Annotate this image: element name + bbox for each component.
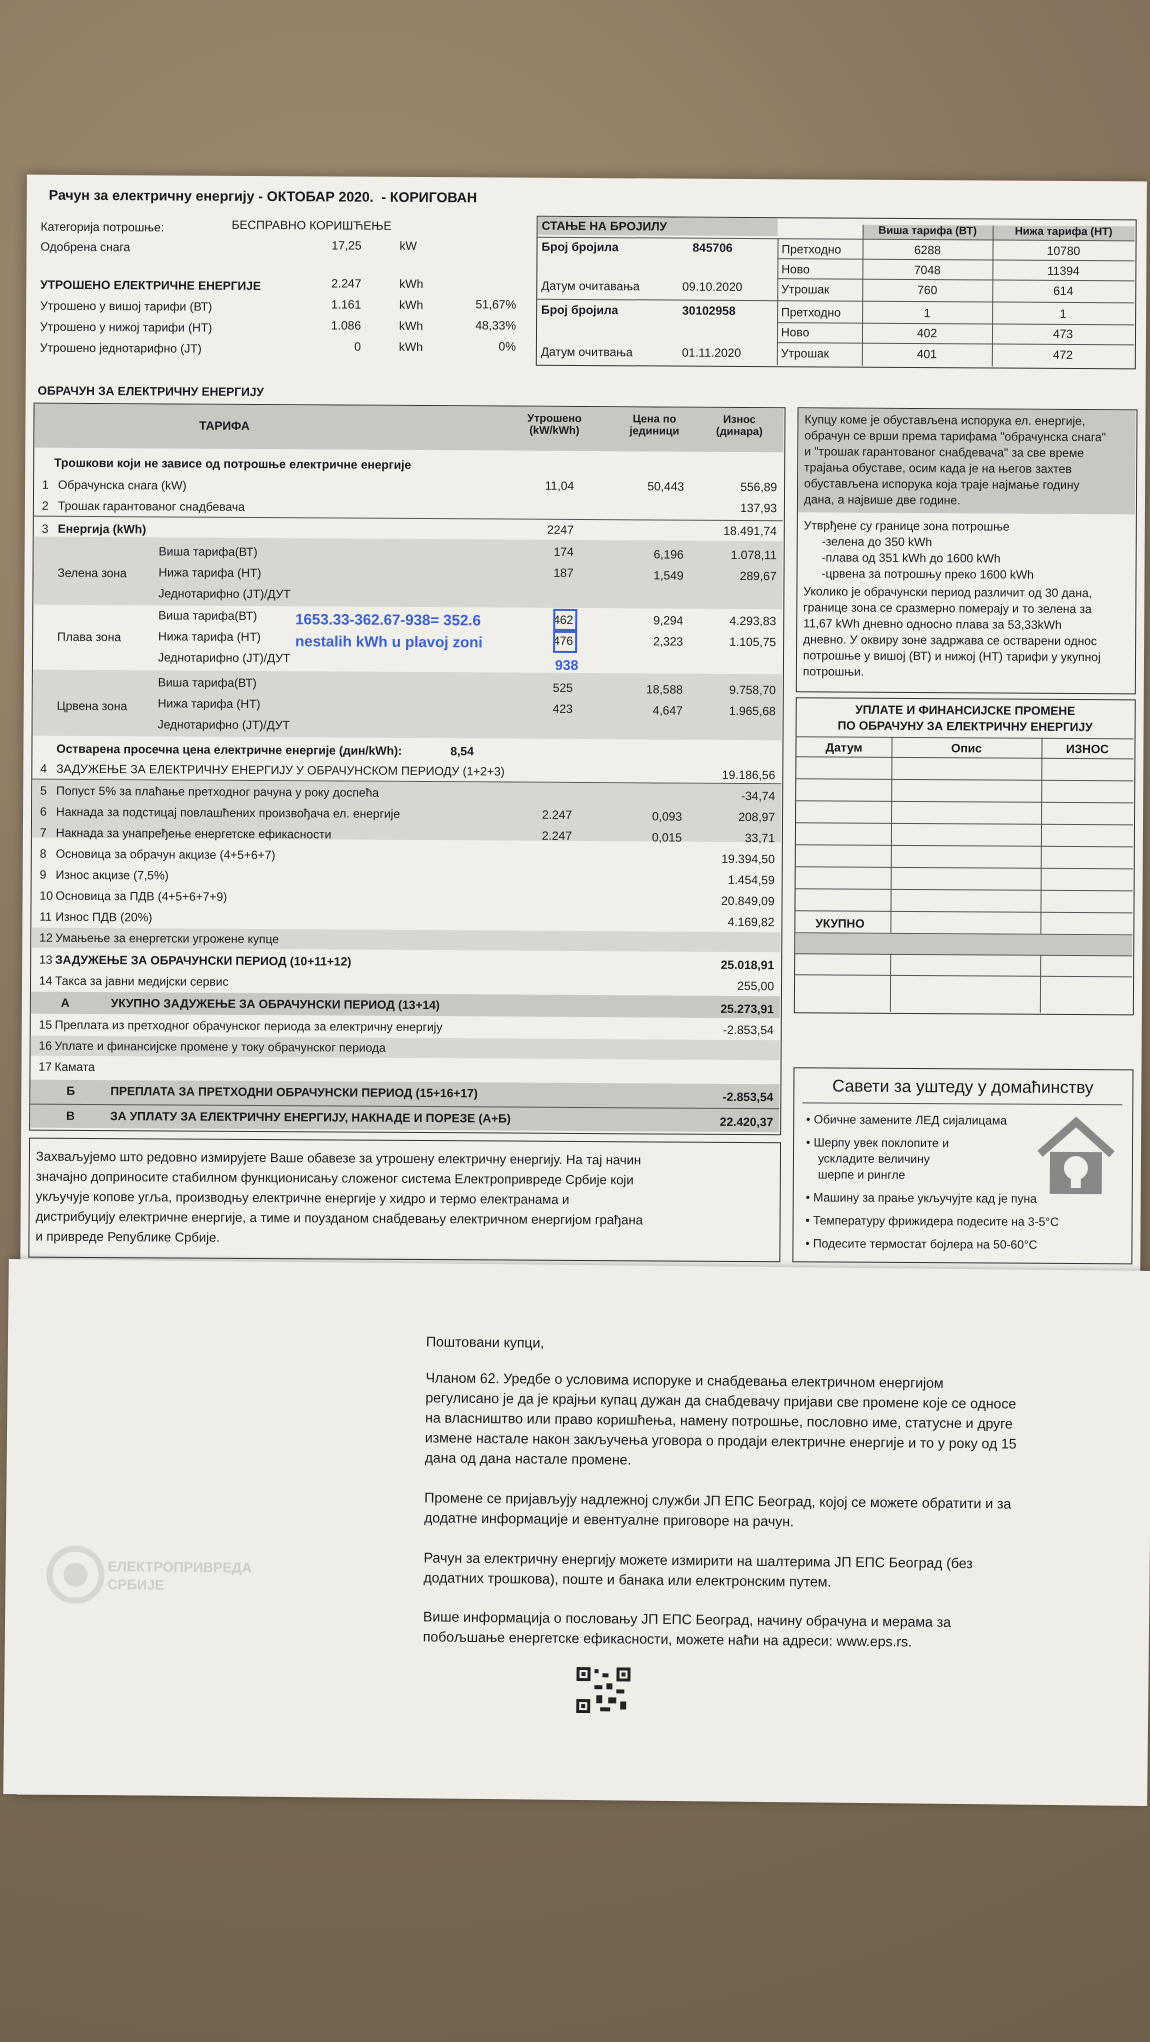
tip-2c: шерпе и рингле bbox=[817, 1167, 906, 1182]
nt-label: Утрошено у нижој тарифи (НТ) bbox=[39, 319, 213, 335]
row6-price: 0,093 bbox=[651, 809, 683, 824]
payments-total: УКУПНО bbox=[815, 916, 865, 931]
m1-new-vt: 7048 bbox=[913, 263, 941, 278]
green-vt-amount: 1.078,11 bbox=[730, 547, 777, 563]
row6-amount: 208,97 bbox=[738, 809, 776, 825]
m2-new-vt: 402 bbox=[916, 326, 938, 341]
row13-amount: 25.018,91 bbox=[720, 957, 775, 973]
row8-no: 8 bbox=[39, 846, 47, 861]
vt-pct: 51,67% bbox=[475, 297, 517, 312]
red-vt-label: Виша тарифа(ВТ) bbox=[157, 675, 257, 691]
meter-title: СТАЊЕ НА БРОЈИЛУ bbox=[538, 217, 778, 236]
row1-no: 1 bbox=[42, 477, 49, 492]
row16-label: Уплате и финансијске промене у току обрачунског периода bbox=[54, 1038, 386, 1055]
row7-used: 2.247 bbox=[541, 828, 572, 843]
blue-zone-label: Плава зона bbox=[57, 629, 122, 645]
zone-line: границе зона се сразмерно померају и то зелена за bbox=[803, 600, 1092, 617]
letter-line: Више информација о пословању ЈП ЕПС Београд, начину обрачуна и мерама за bbox=[423, 1608, 952, 1630]
zone-line: потрошње у вишој (ВТ) и нижој (НТ) тарифи у укупној bbox=[802, 648, 1101, 665]
payments-table bbox=[794, 697, 1136, 1015]
eps-logo-text: ЕЛЕКТРОПРИВРЕДА bbox=[107, 1558, 253, 1576]
row1-used: 11,04 bbox=[544, 478, 575, 493]
row12-label: Умањење за енергетски угрожене купце bbox=[55, 930, 279, 947]
green-zone-label: Зелена зона bbox=[57, 565, 127, 581]
category-value: БЕСПРАВНО КОРИШЋЕЊЕ bbox=[231, 217, 392, 233]
power-value: 17,25 bbox=[331, 238, 362, 253]
calc-section-title: ОБРАЧУН ЗА ЕЛЕКТРИЧНУ ЕНЕРГИЈУ bbox=[37, 383, 264, 400]
rowB-no: Б bbox=[66, 1083, 76, 1098]
notice-line: Купцу коме је обустављена испорука ел. енергије, bbox=[804, 412, 1086, 429]
tips-box: Савети за уштеду у домаћинству • Обичне замените ЛЕД сијалицама • Шерпу увек поклопите и ускладите величину шерпе и рингле • Машину за прање укључујте кад је пуна • Температуру фрижидера подесите на 3-5°C • Подесите термостат бојлера на 50-60°C bbox=[792, 1067, 1133, 1264]
letter-line: Чланом 62. Уредбе о условима испоруке и снабдевања електричном енергијом bbox=[425, 1369, 944, 1391]
row14-no: 14 bbox=[38, 973, 53, 988]
row13-no: 13 bbox=[39, 952, 53, 967]
vt-label: Утрошено у вишој тарифи (ВТ) bbox=[40, 298, 213, 314]
col-amount: ИЗНОС bbox=[1066, 741, 1109, 757]
h-tarifa: ТАРИФА bbox=[199, 418, 250, 433]
row1-label: Обрачунска снага (kW) bbox=[58, 477, 187, 493]
row6-no: 6 bbox=[40, 804, 47, 819]
avg-price-value: 8,54 bbox=[450, 744, 474, 759]
rowB-amount: -2.853,54 bbox=[722, 1089, 774, 1105]
m1-new-label: Ново bbox=[781, 262, 810, 277]
blue-vt-price: 9,294 bbox=[653, 613, 684, 628]
red-nt-price: 4,647 bbox=[652, 703, 683, 718]
handwritten-box-nt bbox=[553, 631, 577, 653]
letter-line: дана од дана настале промене. bbox=[424, 1449, 632, 1468]
zone-line: 11,67 kWh дневно односно плава за 53,33kWh bbox=[803, 616, 1062, 632]
letter-line: регулисано је да је крајњи купац дужан да снабдевачу пријави све промене које се односе bbox=[425, 1389, 1017, 1412]
row3-label: Енергија (kWh) bbox=[57, 521, 147, 537]
row10-no: 10 bbox=[39, 888, 53, 903]
thanks-box bbox=[28, 1138, 781, 1263]
payments-title-1: УПЛАТЕ И ФИНАНСИЈСКЕ ПРОМЕНЕ bbox=[855, 702, 1076, 719]
row4-no: 4 bbox=[40, 761, 48, 776]
red-nt-label: Нижа тарифа (НТ) bbox=[157, 696, 261, 712]
meter1-label: Број бројила bbox=[541, 239, 619, 255]
meter2-date-label: Датум очитвања bbox=[540, 344, 633, 360]
notice-line: обрачун се врши према тарифама "обрачунска снага" bbox=[804, 428, 1106, 445]
row9-no: 9 bbox=[39, 867, 47, 882]
green-vt-used: 174 bbox=[553, 544, 574, 559]
thanks-line: и привреде Републике Србије. bbox=[35, 1228, 220, 1245]
blue-nt-amount: 1.105,75 bbox=[729, 634, 777, 650]
row11-no: 11 bbox=[39, 909, 52, 924]
consumed-label: УТРОШЕНО ЕЛЕКТРИЧНЕ ЕНЕРГИЈЕ bbox=[40, 277, 261, 294]
row6-used: 2.247 bbox=[541, 807, 573, 822]
blue-vt-amount: 4.293,83 bbox=[729, 613, 777, 629]
row13-label: ЗАДУЖЕЊЕ ЗА ОБРАЧУНСКИ ПЕРИОД (10+11+12) bbox=[55, 952, 352, 969]
vt-unit: kWh bbox=[399, 297, 424, 313]
zone-line: -зелена до 350 kWh bbox=[821, 534, 933, 550]
letter-line: Рачун за електричну енергију можете измирити на шалтерима ЈП ЕПС Београд (без bbox=[423, 1549, 973, 1572]
tip-2: Шерпу увек поклопите и bbox=[813, 1135, 949, 1151]
handwritten-box-vt bbox=[553, 609, 577, 631]
row15-no: 15 bbox=[38, 1017, 53, 1032]
h-amount: Износ (динара) bbox=[716, 413, 763, 439]
tip-4: Температуру фрижидера подесите на 3-5°C bbox=[813, 1213, 1059, 1229]
h-used: Утрошено (kW/kWh) bbox=[527, 412, 582, 437]
m2-prev-nt: 1 bbox=[1059, 306, 1067, 321]
m1-prev-label: Претходно bbox=[781, 242, 842, 257]
thanks-line: значајно доприносите стабилном функционисању сложеног система Електропривреде Србије који bbox=[35, 1168, 634, 1188]
consumed-value: 2.247 bbox=[331, 276, 362, 291]
row5-amount: -34,74 bbox=[741, 788, 776, 804]
letter-line: Промене се пријављују надлежној служби ЈП ЕПС Београд, којој се можете обратити и за bbox=[424, 1489, 1012, 1512]
rowA-label: УКУПНО ЗАДУЖЕЊЕ ЗА ОБРАЧУНСКИ ПЕРИОД (13+14) bbox=[110, 996, 440, 1013]
consumed-unit: kWh bbox=[399, 276, 424, 292]
row7-price: 0,015 bbox=[651, 830, 682, 845]
row2-no: 2 bbox=[41, 498, 49, 513]
red-vt-used: 525 bbox=[552, 680, 573, 695]
nt-value: 1.086 bbox=[330, 318, 362, 333]
row9-amount: 1.454,59 bbox=[727, 872, 775, 888]
red-zone-label: Црвена зона bbox=[56, 698, 128, 714]
red-jt-label: Једнотарифно (ЈТ)/ДУТ bbox=[157, 717, 290, 733]
notice-line: трајања обуставе, осим када је на његов захтев bbox=[804, 460, 1072, 476]
green-nt-used: 187 bbox=[553, 565, 574, 580]
fixed-costs-title: Трошкови који не зависе од потрошње електричне енергије bbox=[54, 455, 412, 472]
m1-use-label: Утрошак bbox=[781, 282, 830, 297]
row1-amount: 556,89 bbox=[740, 479, 778, 495]
row12-no: 12 bbox=[39, 930, 53, 945]
zone-line: Уколико је обрачунски период различит од 30 дана, bbox=[803, 584, 1093, 601]
zone-line: -црвена за потрошњу преко 1600 kWh bbox=[821, 566, 1034, 582]
rowA-amount: 25.273,91 bbox=[720, 1001, 774, 1017]
nt-pct: 48,33% bbox=[475, 318, 517, 333]
meter2-number: 30102958 bbox=[682, 303, 736, 318]
zone-line: Утврђене су границе зона потрошње bbox=[803, 518, 1010, 534]
letter-line: додатне информације и евентуалне приговоре на рачун. bbox=[424, 1509, 794, 1530]
thanks-line: укључује копове угља, производњу електричне енергије у хидро и термо електранама и bbox=[35, 1188, 570, 1207]
rowV-amount: 22.420,37 bbox=[719, 1114, 774, 1130]
m2-prev-label: Претходно bbox=[781, 305, 841, 320]
row5-no: 5 bbox=[40, 783, 47, 798]
row4-amount: 19.186,56 bbox=[721, 767, 776, 783]
blue-vt-used: 462 bbox=[553, 612, 574, 627]
qr-code-icon bbox=[576, 1667, 630, 1714]
row2-amount: 137,93 bbox=[740, 500, 777, 516]
jt-pct: 0% bbox=[498, 339, 516, 354]
col-date: Датум bbox=[825, 740, 863, 755]
blue-nt-label: Нижа тарифа (НТ) bbox=[158, 629, 261, 645]
m2-use-nt: 472 bbox=[1052, 347, 1073, 362]
meter1-date-label: Датум очитавања bbox=[541, 278, 640, 294]
letter-line: на власништво или право коришћења, намену потрошње, пословно име, статусне и друге bbox=[425, 1409, 1013, 1432]
m2-use-vt: 401 bbox=[916, 347, 937, 362]
row15-amount: -2.853,54 bbox=[722, 1022, 774, 1038]
letter-line: побољшање енергетске ефикасности, можете наћи на адреси: www.eps.rs. bbox=[422, 1628, 913, 1650]
jt-value: 0 bbox=[354, 339, 361, 354]
zone-line: дневно. У оквиру зоне задржава се остварени однос bbox=[803, 632, 1097, 649]
m2-prev-vt: 1 bbox=[923, 306, 931, 321]
zone-line: потрошњи. bbox=[802, 664, 865, 679]
col-vt: Виша тарифа (ВТ) bbox=[863, 225, 993, 240]
meter2-date: 01.11.2020 bbox=[681, 345, 742, 360]
m2-new-label: Ново bbox=[780, 325, 810, 340]
row11-amount: 4.169,82 bbox=[727, 914, 775, 930]
row11-label: Износ ПДВ (20%) bbox=[55, 909, 153, 925]
nt-unit: kWh bbox=[398, 318, 424, 334]
eps-logo-text-2: СРБИЈЕ bbox=[107, 1576, 165, 1593]
row5-label: Попуст 5% за плаћање претходног рачуна у року доспећа bbox=[56, 783, 379, 800]
m1-prev-vt: 6288 bbox=[914, 243, 941, 258]
notice-line: дана, а највише две године. bbox=[803, 492, 961, 508]
thanks-line: Захваљујемо што редовно измирујете Ваше обавезе за утрошену електричну енергију. На тај начин bbox=[35, 1148, 642, 1168]
tips-title: Савети за уштеду у домаћинству bbox=[832, 1076, 1094, 1098]
red-vt-amount: 9.758,70 bbox=[729, 682, 776, 698]
col-nt: Нижа тарифа (НТ) bbox=[993, 225, 1135, 240]
row14-amount: 255,00 bbox=[737, 978, 775, 994]
tip-2b: ускладите величину bbox=[817, 1151, 930, 1167]
rowV-label: ЗА УПЛАТУ ЗА ЕЛЕКТРИЧНУ ЕНЕРГИЈУ, НАКНАДЕ И ПОРЕЗЕ (А+Б) bbox=[110, 1109, 511, 1126]
rowV-no: В bbox=[66, 1108, 75, 1123]
green-nt-label: Нижа тарифа (НТ) bbox=[158, 565, 262, 581]
m1-use-vt: 760 bbox=[917, 283, 938, 298]
notice-box bbox=[796, 407, 1138, 694]
row17-label: Камата bbox=[54, 1059, 95, 1075]
vt-value: 1.161 bbox=[331, 297, 362, 312]
row7-amount: 33,71 bbox=[744, 830, 775, 846]
m1-new-nt: 11394 bbox=[1047, 263, 1080, 279]
tip-1: Обичне замените ЛЕД сијалицама bbox=[813, 1112, 1007, 1128]
meter1-number: 845706 bbox=[692, 240, 733, 255]
handwritten-note-1: 1653.33-362.67-938= 352.6 bbox=[295, 611, 481, 630]
row15-label: Преплата из претходног обрачунског периода за електричну енергију bbox=[54, 1017, 443, 1035]
category-label: Категорија потрошње: bbox=[40, 219, 165, 235]
notice-line: и "трошак гарантованог снабдевача" за све време bbox=[804, 444, 1084, 461]
jt-unit: kWh bbox=[398, 339, 423, 355]
thanks-line: дистрибуцију електричне енергије, а тиме и поузданом снабдевању електричном енергијом грађана bbox=[35, 1208, 643, 1228]
meter-table bbox=[536, 216, 1137, 370]
green-vt-price: 6,196 bbox=[653, 547, 684, 562]
jt-label: Утрошено једнотарифно (JT) bbox=[39, 340, 202, 356]
row7-no: 7 bbox=[39, 825, 47, 840]
blue-jt-label: Једнотарифно (ЈТ)/ДУТ bbox=[157, 650, 291, 666]
tip-3: Машину за прање укључујте кад је пуна bbox=[813, 1190, 1037, 1206]
bill-title: Рачун за електричну енергију - ОКТОБАР 2020. - КОРИГОВАН bbox=[48, 186, 478, 206]
notice-line: обустављена испорука која траје најмање годину bbox=[804, 476, 1080, 493]
row4-label: ЗАДУЖЕЊЕ ЗА ЕЛЕКТРИЧНУ ЕНЕРГИЈУ У ОБРАЧУНСКОМ ПЕРИОДУ (1+2+3) bbox=[56, 761, 505, 779]
row9-label: Износ акцизе (7,5%) bbox=[55, 867, 169, 883]
row17-no: 17 bbox=[38, 1059, 52, 1074]
tip-5: Подесите термостат бојлера на 50-60°C bbox=[812, 1236, 1038, 1252]
letter-page bbox=[3, 1259, 1150, 1806]
m2-new-nt: 473 bbox=[1052, 326, 1074, 341]
calc-table bbox=[29, 403, 785, 1136]
red-nt-amount: 1.965,68 bbox=[728, 703, 776, 719]
row14-label: Такса за јавни медијски сервис bbox=[54, 973, 229, 989]
eps-logo-icon bbox=[45, 1544, 106, 1605]
m1-use-nt: 614 bbox=[1053, 283, 1074, 298]
row2-label: Трошак гарантованог снадбевача bbox=[57, 498, 245, 514]
m1-prev-nt: 10780 bbox=[1046, 243, 1081, 259]
row3-no: 3 bbox=[41, 521, 49, 536]
row8-label: Основица за обрачун акцизе (4+5+6+7) bbox=[55, 846, 276, 863]
letter-line: додатних трошкова), поште и банака или електронским путем. bbox=[423, 1569, 832, 1590]
avg-price-label: Остварена просечна цена електричне енергије (дин/kWh): bbox=[56, 741, 403, 758]
blue-nt-price: 2,323 bbox=[653, 634, 684, 649]
h-price: Цена по јединици bbox=[629, 413, 680, 438]
letter-line: измене настале након закључења уговора о продаји електричне енергије и то у року од 15 bbox=[424, 1429, 1017, 1452]
power-label: Одобрена снага bbox=[40, 239, 131, 255]
rowB-label: ПРЕПЛАТА ЗА ПРЕТХОДНИ ОБРАЧУНСКИ ПЕРИОД (15+16+17) bbox=[110, 1084, 478, 1101]
payments-title-2: ПО ОБРАЧУНУ ЗА ЕЛЕКТРИЧНУ ЕНЕРГИЈУ bbox=[837, 718, 1093, 735]
row10-label: Основица за ПДВ (4+5+6+7+9) bbox=[55, 888, 228, 904]
col-desc: Опис bbox=[951, 741, 982, 756]
m2-use-label: Утрошак bbox=[780, 346, 829, 361]
row3-amount: 18.491,74 bbox=[723, 523, 777, 539]
row7-label: Накнада за унапређење енергетске ефикасности bbox=[55, 825, 332, 842]
blue-vt-label: Виша тарифа(ВТ) bbox=[158, 608, 258, 624]
zone-line: -плава од 351 kWh до 1600 kWh bbox=[821, 550, 1001, 566]
green-vt-label: Виша тарифа(ВТ) bbox=[158, 544, 258, 560]
meter1-date: 09.10.2020 bbox=[682, 279, 743, 294]
blue-nt-used: 476 bbox=[553, 633, 574, 648]
row1-price: 50,443 bbox=[647, 479, 685, 494]
meter2-label: Број бројила bbox=[541, 302, 619, 318]
green-nt-amount: 289,67 bbox=[739, 568, 777, 584]
house-bulb-icon bbox=[1034, 1114, 1119, 1199]
row6-label: Накнада за подстицај повлашћених произвођача ел. енергије bbox=[56, 804, 401, 821]
handwritten-note-2: nestalih kWh u plavoj zoni bbox=[295, 633, 483, 652]
power-unit: kW bbox=[399, 238, 417, 253]
red-nt-used: 423 bbox=[552, 701, 573, 716]
letter-greeting: Поштовани купци, bbox=[425, 1333, 545, 1351]
red-vt-price: 18,588 bbox=[646, 682, 683, 697]
rowA-no: А bbox=[60, 995, 70, 1010]
green-nt-price: 1,549 bbox=[653, 568, 684, 583]
row10-amount: 20.849,09 bbox=[721, 893, 775, 909]
row3-used: 2247 bbox=[547, 522, 574, 537]
row16-no: 16 bbox=[38, 1038, 53, 1053]
row8-amount: 19.394,50 bbox=[721, 851, 775, 867]
green-jt-label: Једнотарифно (ЈТ)/ДУТ bbox=[158, 586, 291, 602]
handwritten-note-3: 938 bbox=[554, 656, 579, 673]
